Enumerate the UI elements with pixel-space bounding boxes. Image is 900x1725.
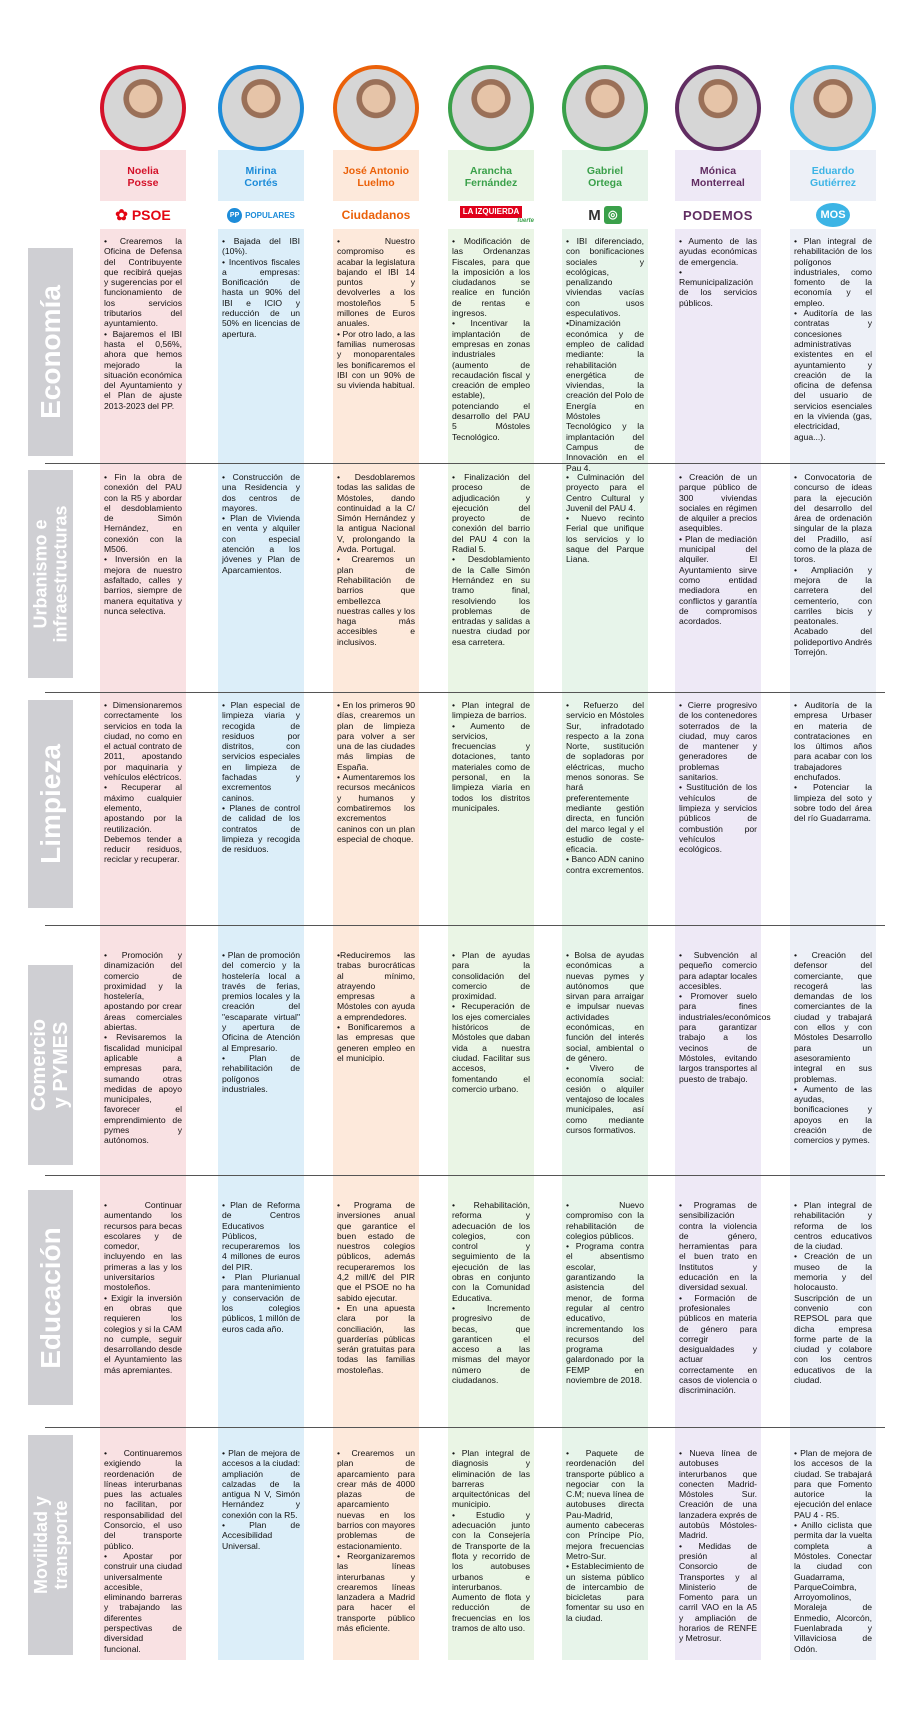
candidate-photo — [218, 65, 304, 151]
proposal-cell: • Continuaremos exigiendo la reordenación de líneas interurbanas pues las actuales no facilitan, por responsabilidad del Consorcio, el uso del transporte público. • Apostar por construir una ciudad universalmente accesible, eliminando barreras y trabajando las diferentes perspectivas de diversidad funcional. — [104, 1448, 182, 1654]
party-name: PSOE — [131, 207, 171, 223]
candidate-name: Gabriel Ortega — [586, 165, 624, 189]
proposal-cell: • En los primeros 90 días, crearemos un plan de limpieza para volver a ser una de las ciudades más limpias de España. • Aumentaremos los recursos mecánicos y humanos y combatiremos los excrementos caninos con un plan especial de choque. — [337, 700, 415, 844]
candidate-podemos — [675, 65, 761, 229]
proposal-cell: • Paquete de reordenación del transporte público a negociar con la C.M; nueva línea de autobuses directa Pau-Madrid, aumento cabeceras con Príncipe Pío, mejora frecuencias Metro-Sur. • Establecimiento de un sistema público de intercambio de bicicletas para fomentar su uso en la ciudad. — [566, 1448, 645, 1623]
proposal-cell: • Auditoría de la empresa Urbaser en materia de contrataciones en los últimos años para acabar con los trabajadores enchufados. • Potenciar la limpieza del soto y sobre todo del área del río Guadarrama. — [794, 700, 872, 824]
pp-gull-icon: PP — [227, 208, 242, 223]
candidate-cs — [333, 65, 419, 229]
proposal-cell: • Creación de un parque público de 300 viviendas sociales en régimen de alquiler a precios asequibles. • Plan de mediación municipal del alquiler. El Ayuntamiento sirve como entidad mediadora en conflictos y garantía de compromisos acordados. — [679, 472, 757, 627]
proposal-cell: • Plan de ayudas para la consolidación del comercio de proximidad. • Recuperación de los ejes comerciales históricos de Móstoles que daban vida a nuestra ciudad. Facilitar sus accesos, fomentando el comercio urbano. — [452, 950, 530, 1094]
party-logo-podemos — [675, 201, 761, 229]
candidate-photo — [790, 65, 876, 151]
candidate-photo — [333, 65, 419, 151]
proposal-cell: • Plan integral de diagnosis y eliminación de las barreras arquitectónicas del municipio. • Estudio y adecuación junto con la Consejería de Transporte de la flota y recorrido de los autobuses urbanos e interurbanos. Aumento de flota y reducción de frecuencias en los tramos de alto uso. — [452, 1448, 530, 1634]
candidate-name: Mónica Monterreal — [691, 165, 745, 189]
section-label-economia: Economía — [28, 248, 73, 456]
proposal-cell: • Plan especial de limpieza viaria y recogida de residuos por distritos, con servicios especiales en limpieza de fachadas y excrementos caninos. • Planes de control de calidad de los contratos de limpieza y recogida de residuos. — [222, 700, 300, 855]
party-logo-cs — [333, 201, 419, 229]
candidate-mm — [562, 65, 648, 229]
proposal-cell: • Plan de Reforma de Centros Educativos Públicos, recuperaremos los 4 millones de euros del PIR. • Plan Plurianual para mantenimiento y conservación de los colegios públicos, 1 millón de euros cada año. — [222, 1200, 300, 1334]
candidate-name: Arancha Fernández — [464, 165, 518, 189]
psoe-rose-icon: ✿ — [115, 207, 128, 224]
proposal-cell: • Nuevo compromiso con la rehabilitación de colegios públicos. • Programa contra el absentismo escolar, garantizando la asistencia del menor, de forma regular al centro educativo, incrementando los recursos del programa galardonado por la FEMP en noviembre de 2018. — [566, 1200, 644, 1386]
section-divider — [45, 1427, 885, 1428]
proposal-cell: • Aumento de las ayudas económicas de emergencia. • Remunicipalización de los servicios públicos. — [679, 236, 757, 308]
candidate-pp — [218, 65, 304, 229]
proposal-cell: • Plan de mejora de accesos a la ciudad: ampliación de calzadas de la antigua N V, Simón Hernández y conexión con la R5. • Plan de Accesibilidad Universal. — [222, 1448, 300, 1551]
party-name: Ciudadanos — [341, 208, 411, 222]
party-subtitle: fuerte — [517, 218, 534, 224]
party-logo-psoe — [100, 201, 186, 229]
proposal-cell: • Programas de sensibilización contra la violencia de género, herramientas para el buen trato en Institutos y educación en la diversidad sexual. • Formación de profesionales públicos en materia de género para corregir desigualdades y actuar correctamente en casos de violencia o discriminación. — [679, 1200, 757, 1396]
section-divider — [45, 463, 885, 464]
proposal-cell: • Bajada del IBI (10%). • Incentivos fiscales a empresas: Bonificación de hasta un 90% del IBI e ICIO y reducción de un 50% en licencias de apertura. — [222, 236, 300, 339]
proposal-cell: • IBI diferenciado, con bonificaciones sociales y ecológicas, penalizando viviendas vacías con usos especulativos. •Dinamización económica y de empleo de calidad mediante: la rehabilitación energética de viviendas, la creación del Polo de Energía en Móstoles Tecnológico y la implantación del Campus de Innovación en el Pau 4. — [566, 236, 644, 473]
proposal-cell: • Promoción y dinamización del comercio de proximidad y la hostelería, apostando por crear áreas comerciales abiertas. • Revisaremos la fiscalidad municipal aplicable a empresas para, sumando otras medidas de apoyo municipales, favorecer el emprendimiento de pymes y autónomos. — [104, 950, 182, 1146]
proposal-cell: • Desdoblaremos todas las salidas de Móstoles, dando continuidad a la C/ Simón Hernández y la antigua Nacional V, prolongando la Avda. Portugal. • Crearemos un plan de Rehabilitación de barrios que embellezca nuestras calles y los haga más accesibles e inclusivos. — [337, 472, 415, 647]
proposal-cell: • Continuar aumentando los recursos para becas escolares y de comedor, incluyendo en las primeras a las y los universitarios mostoleños. • Exigir la inversión en obras que requieren los colegios y si la CAM no cumple, seguir desarrollando desde el Ayuntamiento las más apremiantes. — [104, 1200, 182, 1375]
party-name: POPULARES — [245, 210, 295, 220]
proposal-cell: • Crearemos la Oficina de Defensa del Contribuyente que recibirá quejas y sugerencias por el funcionamiento de los servicios tributarios del ayuntamiento. • Bajaremos el IBI hasta el 0,56%, ahora que hemos mejorado la situación económica del Ayuntamiento y el Plan de ajuste 2013-2023 del PP. — [104, 236, 182, 411]
candidate-photo — [448, 65, 534, 151]
proposal-cell: • Plan integral de rehabilitación de los polígonos industriales, como fomento de la economía y el empleo. • Auditoría de las contratas y concesiones administrativas existentes en el ayuntamiento y creación de la oficina de defensa del usuario de servicios esenciales en la vivienda (gas, electricidad, agua...). — [794, 236, 872, 442]
candidate-name: José Antonio Luelmo — [342, 165, 410, 189]
section-divider — [45, 1175, 885, 1176]
proposal-cell: • Modificación de las Ordenanzas Fiscales, para que la imposición a los ciudadanos se realice en función de rentas e ingresos. • Incentivar la implantación de empresas en zonas industriales (aumento de recaudación fiscal y creación de empleo estable), potenciando el desarrollo del PAU 5 Móstoles Tecnológico. — [452, 236, 530, 442]
proposal-cell: •Reduciremos las trabas burocráticas al mínimo, atrayendo empresas a Móstoles con ayuda a emprendedores. • Bonificaremos a las empresas que generen empleo en el municipio. — [337, 950, 415, 1063]
party-name: M — [588, 206, 601, 224]
party-name: LA IZQUIERDA — [460, 206, 523, 218]
section-divider — [45, 692, 885, 693]
proposal-cell: • Creación del defensor del comerciante, que recogerá las demandas de los comerciantes de la ciudad y trabajará con ellos y con Móstoles Desarrollo para un asesoramiento integral en sus problemas. • Aumento de las ayudas, bonificaciones y apoyos en la creación de comercios y pymes. — [794, 950, 872, 1146]
proposal-cell: • Refuerzo del servicio en Móstoles Sur, infradotado respecto a la zona Norte, sustitución de sopladoras por eléctricas, mucho menos sonoras. Se hará preferentemente mediante gestión directa, en función del marco legal y el estudio de coste-eficacia. • Banco ADN canino contra excrementos. — [566, 700, 644, 875]
candidate-iu — [448, 65, 534, 229]
party-logo-pp — [218, 201, 304, 229]
proposal-cell: • Plan de promoción del comercio y la hostelería local a través de ferias, premios locales y la creación del "escaparate virtual" y apertura de Oficina de Atención al Empresario. • Plan de rehabilitación de polígonos industriales. — [222, 950, 300, 1094]
candidate-photo — [562, 65, 648, 151]
proposal-cell: • Culminación del proyecto para el Centro Cultural y Juvenil del PAU 4. • Nuevo recinto Ferial que unifique los servicios y lo saque del Parque Liana. — [566, 472, 644, 565]
proposal-cell: • Dimensionaremos correctamente los servicios en toda la ciudad, no como en el actual contrato de 2011, apostando por maquinaria y vehículos eléctricos. • Recuperar al máximo cualquier elemento, apostando por la reutilización. Debemos tender a reducir residuos, reciclar y recuperar. — [104, 700, 182, 865]
proposal-cell: • Nueva línea de autobuses interurbanos que conecten Madrid-Móstoles Sur. Creación de una lanzadera exprés de autobús Móstoles-Madrid. • Medidas de presión al Consorcio de Transportes y al Ministerio de Fomento para un carril VAO en la A5 y ampliación de horarios de RENFE y Metrosur. — [679, 1448, 757, 1644]
candidate-mos — [790, 65, 876, 229]
party-logo-iu — [448, 201, 534, 229]
proposal-cell: • Finalización del proceso de adjudicación y ejecución del proyecto de conexión del barrio del PAU 4 con la Radial 5. • Desdoblamiento de la Calle Simón Hernández en su tramo final, resolviendo los problemas de entradas y salidas a nuestra ciudad por esa carretera. — [452, 472, 530, 647]
proposal-cell: • Plan integral de rehabilitación y reforma de los centros educativos de la ciudad. • Creación de un museo de la memoria y del holocausto. Suscripción de un convenio con REPSOL para que dicha empresa forme parte de la ciudad y colabore con los centros educativos de la ciudad. — [794, 1200, 872, 1386]
proposal-cell: • Crearemos un plan de aparcamiento para crear más de 4000 plazas de aparcamiento nuevas en los barrios con mayores problemas de estacionamiento. • Reorganizaremos las líneas interurbanas y crearemos líneas lanzadera a Madrid para hacer el transporte público más eficiente. — [337, 1448, 415, 1634]
candidate-name: Mirina Cortés — [244, 165, 278, 189]
proposal-cell: • Fin la obra de conexión del PAU con la R5 y abordar el desdoblamiento de Simón Hernández, en conexión con la M506. • Inversión en la mejora de nuestro asfaltado, calles y barrios, siempre de manera equitativa y nunca selectiva. — [104, 472, 182, 616]
section-label-educacion: Educación — [28, 1190, 73, 1405]
candidate-photo — [100, 65, 186, 151]
section-divider — [45, 925, 885, 926]
proposal-cell: • Rehabilitación, reforma y adecuación de los colegios, con control y seguimiento de la ejecución de las obras en conjunto con la Comunidad Educativa. • Incremento progresivo de becas, que garanticen el acceso a las mismas del mayor número de ciudadanos. — [452, 1200, 530, 1386]
party-logo-mos — [790, 201, 876, 229]
party-logo-mm — [562, 201, 648, 229]
candidate-psoe — [100, 65, 186, 229]
candidate-name: Noelia Posse — [127, 165, 159, 189]
proposal-cell: • Construcción de una Residencia y dos centros de mayores. • Plan de Vivienda en venta y alquiler con especial atención a los jóvenes y Plan de Aparcamientos. — [222, 472, 300, 575]
party-name: MOS — [816, 203, 850, 227]
candidate-name: Eduardo Gutiérrez — [809, 165, 857, 189]
proposal-cell: • Nuestro compromiso es acabar la legislatura bajando el IBI 14 puntos y devolverles a los mostoleños 5 millones de Euros anuales. • Por otro lado, a las familias numerosas y monoparentales les bonificaremos el IBI con un 90% de su vivienda habitual. — [337, 236, 415, 391]
section-label-limpieza: Limpieza — [28, 700, 73, 908]
proposal-cell: • Cierre progresivo de los contenedores soterrados de la ciudad, muy caros de mantener y generadores de problemas sanitarios. • Sustitución de los vehículos de limpieza y servicios públicos de combustión por vehículos ecológicos. — [679, 700, 757, 855]
proposal-cell: • Programa de inversiones anual que garantice el buen estado de nuestros colegios públicos, además recuperaremos los 4,2 mill/€ del PIR que el PSOE no ha sabido ejecutar. • En una apuesta clara por la conciliación, las guarderías públicas serán gratuitas para todas las familias mostoleñas. — [337, 1200, 415, 1375]
party-name: PODEMOS — [683, 207, 753, 223]
section-label-movilidad: Movilidad y transporte — [28, 1435, 73, 1655]
proposal-cell: • Plan de mejora de los accesos de la ciudad. Se trabajará para que Fomento autorice la ejecución del enlace PAU 4 - R5. • Anillo ciclista que permita dar la vuelta completa a Móstoles. Conectar la ciudad con Guadarrama, ParqueCoimbra, Arroyomolinos, Moraleja de Enmedio, Alcorcón, Fuenlabrada y Villaviciosa de Odón. — [794, 1448, 872, 1654]
section-label-urbanismo: Urbanismo e infraestructuras — [28, 470, 73, 678]
proposal-cell: • Plan integral de limpieza de barrios. • Aumento de servicios, frecuencias y dotaciones, tanto materiales como de personal, en la limpieza viaria en todos los distritos municipales. — [452, 700, 530, 813]
section-label-comercio: Comercio y PYMES — [28, 965, 73, 1165]
proposal-cell: • Bolsa de ayudas económicas a nuevas pymes y autónomos que sirvan para arraigar e impulsar nuevas actividades económicas, en función del interés social, ambiental o de género. • Vivero de economía social: cesión o alquiler ventajoso de locales municipales, así como mediante cursos formativos. — [566, 950, 644, 1136]
proposal-cell: • Convocatoria de concurso de ideas para la ejecución del desarrollo del área de ordenación singular de la plaza del Pradillo, así como de la plaza de toros. • Ampliación y mejora de la carretera del cementerio, con carriles bicis y peatonales. Acabado del polideportivo Andrés Torrejón. — [794, 472, 872, 658]
proposal-cell: • Subvención al pequeño comercio para adaptar locales accesibles. • Promover suelo para fines industriales/económicos para garantizar trabajo a los vecinos de Móstoles, evitando largos transportes al puesto de trabajo. — [679, 950, 771, 1084]
mm-logo-icon: ◎ — [604, 206, 622, 224]
candidate-photo — [675, 65, 761, 151]
